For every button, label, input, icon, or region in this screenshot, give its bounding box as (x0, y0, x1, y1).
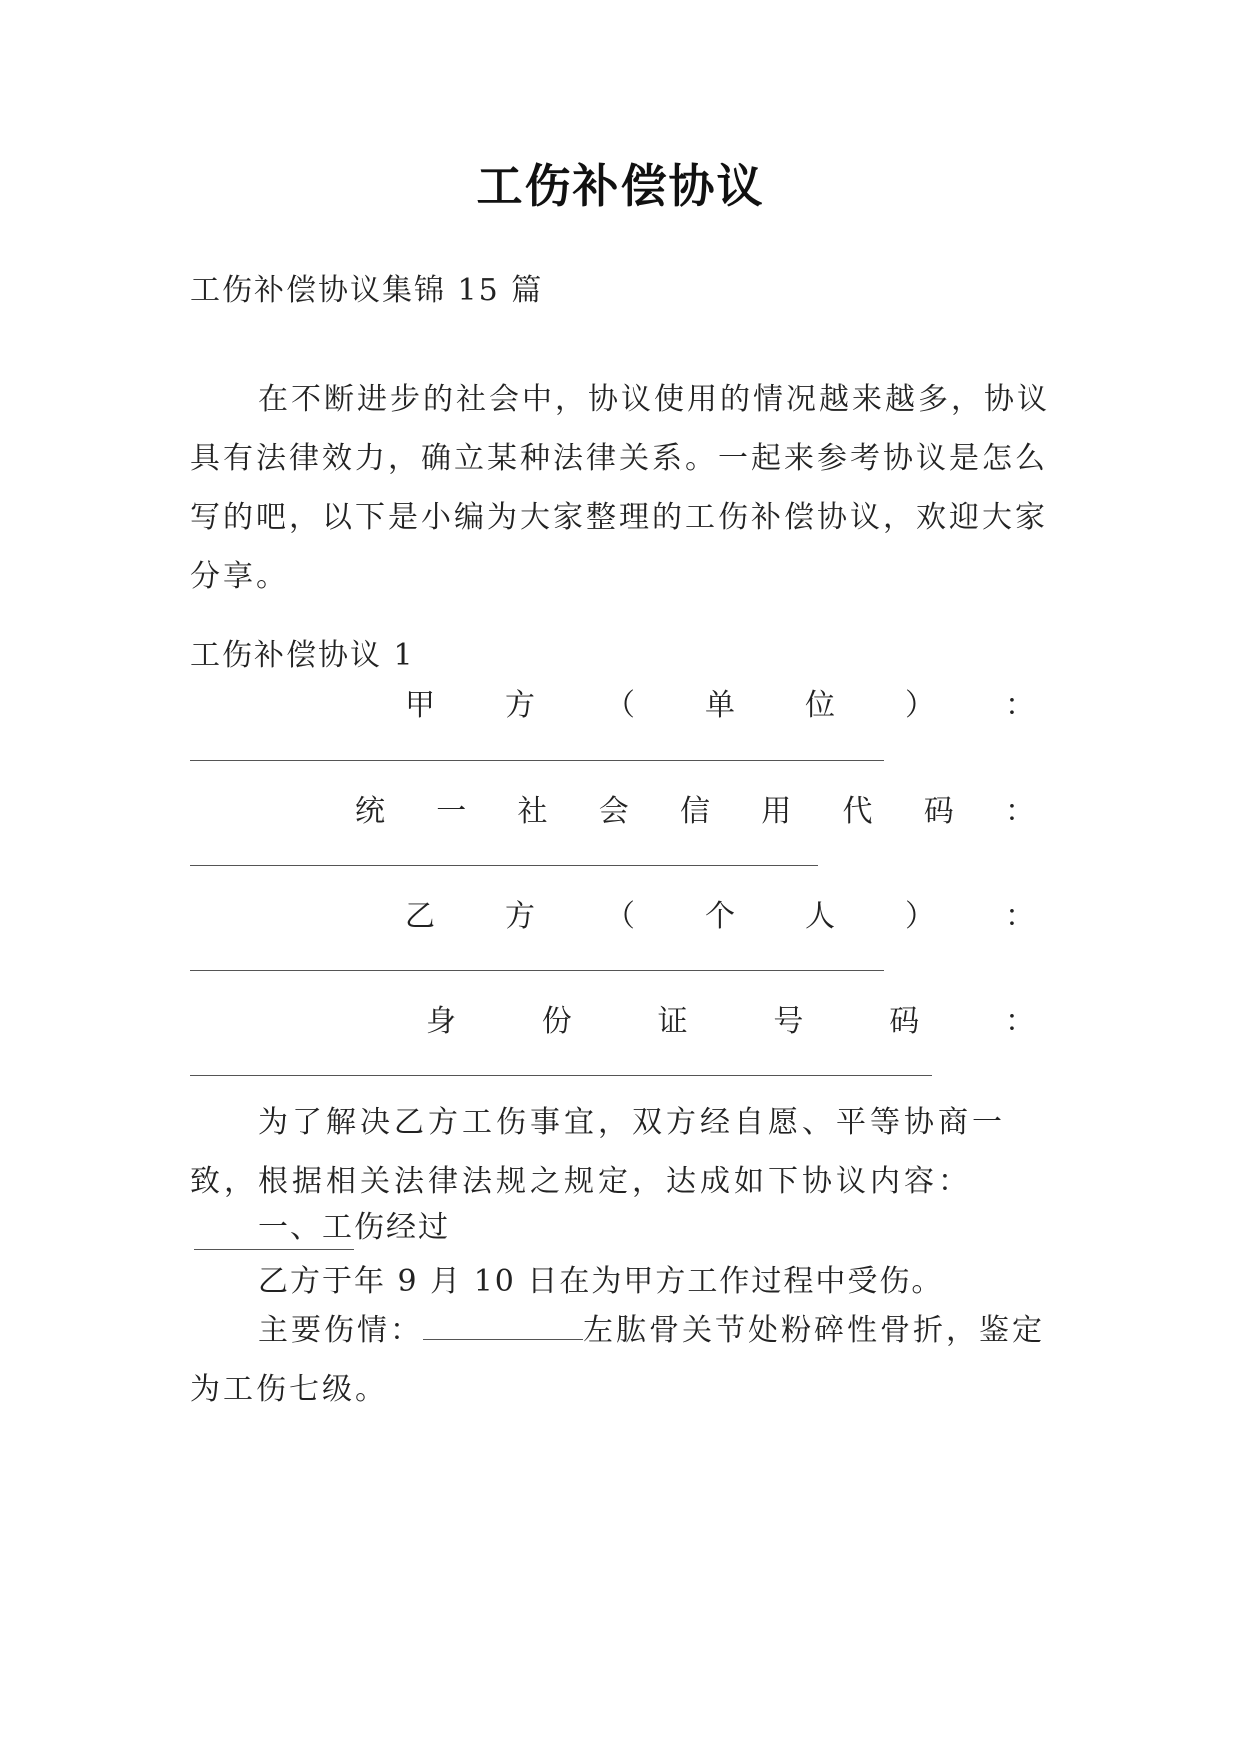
collection-heading: 工伤补偿协议集锦 15 篇 (190, 273, 544, 308)
injury-detail: 左肱骨关节处粉碎性骨折，鉴定为工伤七级。 (190, 1313, 1045, 1407)
field-char: 身 (426, 1004, 456, 1039)
field-char: 社 (517, 794, 548, 829)
field-char: 份 (541, 1004, 572, 1039)
field-char: 代 (842, 794, 873, 829)
field-char: 位 (805, 688, 835, 723)
field-char: （ (605, 688, 635, 723)
id-number-blank (190, 1075, 932, 1076)
credit-code-field (190, 788, 1035, 828)
field-char: ） (905, 899, 935, 934)
field-char: 甲 (405, 688, 435, 723)
intro-paragraph: 在不断进步的社会中，协议使用的情况越来越多，协议具有法律效力，确立某种法律关系。一起来参考协议是怎么写的吧，以下是小编为大家整理的工伤补偿协议，欢迎大家分享。 (190, 382, 1050, 594)
injury-blank (423, 1339, 583, 1340)
field-char: （ (605, 899, 635, 934)
injury-label: 主要伤情： (258, 1313, 423, 1348)
section-heading: 工伤补偿协议 1 (190, 638, 415, 673)
field-char: 码 (889, 1004, 920, 1039)
party-a-field (190, 682, 1035, 722)
document-title: 工伤补偿协议 (476, 159, 765, 213)
field-colon: ： (1005, 794, 1035, 829)
field-colon: ： (1004, 1004, 1035, 1039)
field-char: 信 (680, 794, 710, 829)
field-char: 人 (805, 899, 835, 934)
field-colon: ： (1005, 899, 1035, 934)
field-char: 用 (761, 794, 792, 829)
credit-code-blank (190, 865, 818, 866)
party-a-blank (190, 760, 884, 761)
field-char: 证 (657, 1004, 688, 1039)
field-char: 方 (505, 688, 535, 723)
field-char: ） (905, 688, 935, 723)
clause-heading: 一、工伤经过 (258, 1210, 450, 1245)
field-char: 方 (505, 899, 535, 934)
field-char: 个 (705, 899, 735, 934)
field-char: 号 (773, 1004, 804, 1039)
injury-date-line: 乙方于年 9 月 10 日在为甲方工作过程中受伤。 (258, 1264, 944, 1299)
agreement-text: 为了解决乙方工伤事宜，双方经自愿、平等协商一致，根据相关法律法规之规定，达成如下协议内容： (190, 1105, 1006, 1199)
field-char: 一 (436, 794, 467, 829)
field-char: 乙 (405, 899, 435, 934)
field-char: 单 (705, 688, 735, 723)
field-char: 码 (923, 794, 954, 829)
field-colon: ： (1005, 688, 1035, 723)
injury-paragraph (190, 1301, 1050, 1419)
party-b-blank (190, 970, 884, 971)
field-char: 会 (598, 794, 629, 829)
party-b-field (190, 893, 1035, 933)
field-char: 统 (355, 794, 385, 829)
id-number-field (190, 998, 1035, 1038)
agreement-blank (194, 1249, 354, 1250)
